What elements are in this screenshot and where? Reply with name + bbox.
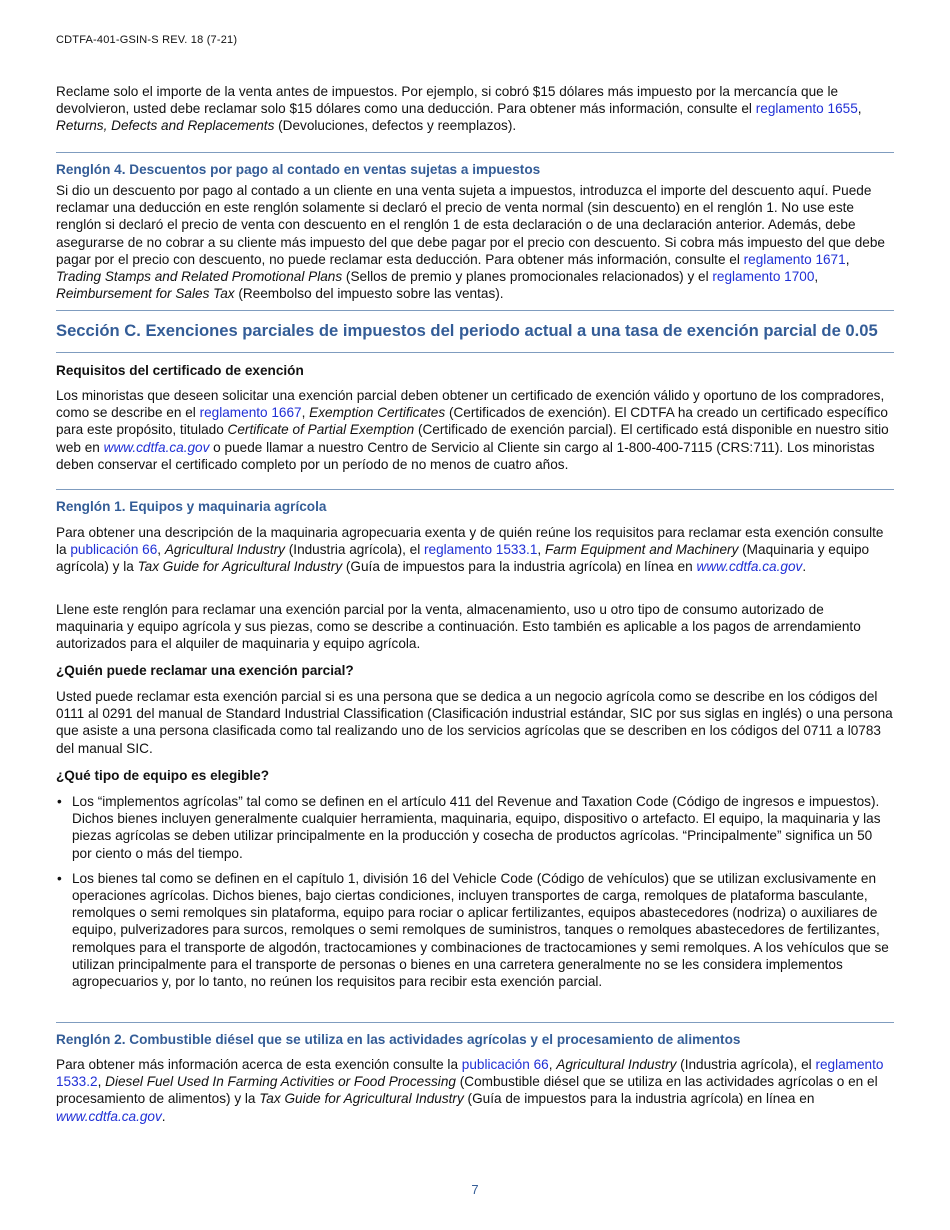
line2-heading: Renglón 2. Combustible diésel que se utiliza en las actividades agrícolas y el procesamiento de alimentos xyxy=(56,1032,741,1047)
intro-text: , xyxy=(857,101,862,117)
divider xyxy=(56,489,894,490)
line2-italic-title: Tax Guide for Agricultural Industry xyxy=(259,1091,464,1107)
who-can-claim-paragraph: Usted puede reclamar esta exención parcial si es una persona que se dedica a un negocio agrícola como se describe en los códigos del 0111 al 0291 del manual de Standard Industrial Classification (Clasificación industrial estándar, SIC por sus siglas en inglés) o una persona que asiste a una persona clasificada como tal realizando uno de los servicios agrícolas que se describen en los códigos del 0711 a l0783 del manual SIC. xyxy=(56,689,893,756)
list-item: • Los bienes tal como se definen en el capítulo 1, división 16 del Vehicle Code (Código de vehículos) que se utilizan exclusivamente en operaciones agrícolas. Dichos bienes, bajo ciertas condiciones, incluyen transportes de carga, remolques de plataforma basculante, remolques o semi remolques sin plataforma, equipo para rociar o aplicar fertilizantes, equipos abastecedores (nodriza) o auxiliares de equipo, pulverizadores para surcos, remolques o semi remolques de suministros, tanques o remolques abastecedores de fertilizantes, remolques para el transporte de algodón, tractocamiones y combinaciones de tractocamiones y semi remolques. A los vehículos que se utilizan principalmente para el transporte de personas o bienes en una carretera generalmente no se les considera implementos agropecuarios y, por lo tanto, no reúnen los requisitos para recibir esta exención parcial. xyxy=(56,870,894,990)
line1-text: (Maquinaria y equipo agrícola) y la xyxy=(56,542,870,575)
section-c-italic-title: Certificate of Partial Exemption xyxy=(227,422,415,438)
line4-text: (Sellos de premio y planes promocionales relacionados) y el xyxy=(342,269,713,285)
line4-italic-title: Reimbursement for Sales Tax xyxy=(56,286,235,302)
section-c-text: (Certificados de exención). El CDTFA ha creado un certificado específico para este propósito, titulado xyxy=(56,405,888,438)
intro-text: (Devoluciones, defectos y reemplazos). xyxy=(274,118,517,134)
line1-scope-paragraph: Llene este renglón para reclamar una exención parcial por la venta, almacenamiento, uso u otro tipo de consumo autorizado de maquinaria y equipo agrícola y sus piezas, como se describe a continuación. Esto también es aplicable a los pagos de arrendamiento autorizados para el alquiler de maquinaria y equipo agrícola. xyxy=(56,602,861,652)
divider xyxy=(56,1022,894,1023)
intro-text: Reclame solo el importe de la venta antes de impuestos. Por ejemplo, si cobró $15 dólares más impuesto por la mercancía que le devolvieron, usted debe reclamar solo $15 dólares como una deducción. Para obtener más información, consulte el xyxy=(56,84,839,117)
section-c-text: Los minoristas que deseen solicitar una exención parcial deben obtener un certificado de exención válido y oportuno de los compradores, como se describe en el xyxy=(56,388,885,421)
line1-text: (Guía de impuestos para la industria agrícola) en línea en xyxy=(342,559,697,575)
line1-italic-title: Farm Equipment and Machinery xyxy=(544,542,739,558)
line2-text: Para obtener más información acerca de esta exención consulte la xyxy=(56,1057,462,1072)
line2-text: , xyxy=(97,1074,106,1090)
cdtfa-website-link[interactable]: www.cdtfa.ca.gov xyxy=(696,559,803,575)
line2-text: . xyxy=(161,1108,166,1124)
eligible-equipment-heading: ¿Qué tipo de equipo es elegible? xyxy=(56,768,269,783)
line2-paragraph xyxy=(56,1056,894,1125)
line4-text: , xyxy=(814,269,819,285)
line4-text: (Reembolso del impuesto sobre las ventas). xyxy=(234,286,504,302)
line1-italic-title: Agricultural Industry xyxy=(164,542,285,558)
line1-heading: Renglón 1. Equipos y maquinaria agrícola xyxy=(56,499,327,514)
line1-italic-title: Tax Guide for Agricultural Industry xyxy=(137,559,343,575)
intro-paragraph xyxy=(56,83,894,135)
line4-heading: Renglón 4. Descuentos por pago al contado en ventas sujetas a impuestos xyxy=(56,162,541,177)
section-c-heading: Sección C. Exenciones parciales de impuestos del periodo actual a una tasa de exención parcial de 0.05 xyxy=(56,321,878,340)
line1-text: Para obtener una descripción de la maquinaria agropecuaria exenta y de quién reúne los requisitos para reclamar esta exención consulte la xyxy=(56,525,884,558)
publication-66-link[interactable]: publicación 66 xyxy=(70,542,158,558)
divider xyxy=(56,352,894,353)
line4-paragraph xyxy=(56,182,894,302)
line2-text: , xyxy=(548,1057,557,1072)
regulation-1700-link[interactable]: reglamento 1700 xyxy=(712,269,815,285)
line1-description-paragraph xyxy=(56,524,894,576)
certificate-requirements-heading: Requisitos del certificado de exención xyxy=(56,363,304,378)
cdtfa-website-link[interactable]: www.cdtfa.ca.gov xyxy=(103,439,210,455)
intro-italic-title: Returns, Defects and Replacements xyxy=(56,118,275,134)
line2-text: (Combustible diésel que se utiliza en las actividades agrícolas o en el procesamiento de alimentos) y la xyxy=(56,1074,878,1107)
line2-text: (Industria agrícola), el xyxy=(676,1057,816,1072)
line1-text: . xyxy=(802,559,807,575)
regulation-1667-link[interactable]: reglamento 1667 xyxy=(199,405,302,421)
line4-text: Si dio un descuento por pago al contado a un cliente en una venta sujeta a impuestos, introduzca el importe del descuento aquí. Puede reclamar una deducción en este renglón solamente si declaró el precio de venta normal (sin descuento) en el renglón 1. No use este renglón si declaró el precio de venta con descuento en el renglón 1 de esta declaración o de una declaración anterior. Además, debe asegurarse de no cobrar a su cliente más impuesto del que debe pagar por el precio con descuento. Si cobra más impuesto del que debe pagar por el precio con descuento, no puede reclamar esta deducción. Para obtener más información, consulte el xyxy=(56,183,885,267)
divider xyxy=(56,152,894,153)
line2-text: (Guía de impuestos para la industria agrícola) en línea en xyxy=(463,1091,815,1107)
regulation-1655-link[interactable]: reglamento 1655 xyxy=(755,101,858,117)
section-c-text: (Certificado de exención parcial). El certificado está disponible en nuestro sitio web en xyxy=(56,422,889,455)
regulation-1533-2-link[interactable]: reglamento 1533.2 xyxy=(56,1057,884,1090)
certificate-requirements-paragraph xyxy=(56,387,894,473)
publication-66-link[interactable]: publicación 66 xyxy=(461,1057,549,1072)
line2-italic-title: Diesel Fuel Used In Farming Activities or Food Processing xyxy=(105,1074,456,1090)
line2-italic-title: Agricultural Industry xyxy=(556,1057,677,1072)
divider xyxy=(56,310,894,311)
section-c-text: o puede llamar a nuestro Centro de Servicio al Cliente sin cargo al 1-800-400-7115 (CRS:711). Los minoristas deben conservar el certificado completo por un período de no menos de cuatro años. xyxy=(56,439,875,472)
line4-italic-title: Trading Stamps and Related Promotional Plans xyxy=(56,269,343,285)
list-item: • Los “implementos agrícolas” tal como se definen en el artículo 411 del Revenue and Taxation Code (Código de ingresos e impuestos). Dichos bienes incluyen generalmente cualquier herramienta, maquinaria, equipo, dispositivo o artefacto. El equipo, la maquinaria y las piezas agrícolas se deben utilizar principalmente en la producción y cosecha de productos agrícolas. “Principalmente” significa un 50 por ciento o más del tiempo. xyxy=(56,793,894,862)
line1-text: , xyxy=(157,542,165,558)
cdtfa-website-link[interactable]: www.cdtfa.ca.gov xyxy=(56,1108,162,1124)
line1-text: , xyxy=(537,542,545,558)
who-can-claim-heading: ¿Quién puede reclamar una exención parcial? xyxy=(56,663,354,678)
page-number: 7 xyxy=(471,1182,479,1197)
eligible-equipment-list xyxy=(56,793,894,990)
regulation-1671-link[interactable]: reglamento 1671 xyxy=(743,251,846,267)
form-number: CDTFA-401-GSIN-S REV. 18 (7-21) xyxy=(56,34,238,46)
line1-text: (Industria agrícola), el xyxy=(284,542,425,558)
section-c-italic-title: Exemption Certificates xyxy=(309,405,446,421)
section-c-text: , xyxy=(301,405,310,421)
line4-text: , xyxy=(845,251,850,267)
regulation-1533-1-link[interactable]: reglamento 1533.1 xyxy=(424,542,538,558)
